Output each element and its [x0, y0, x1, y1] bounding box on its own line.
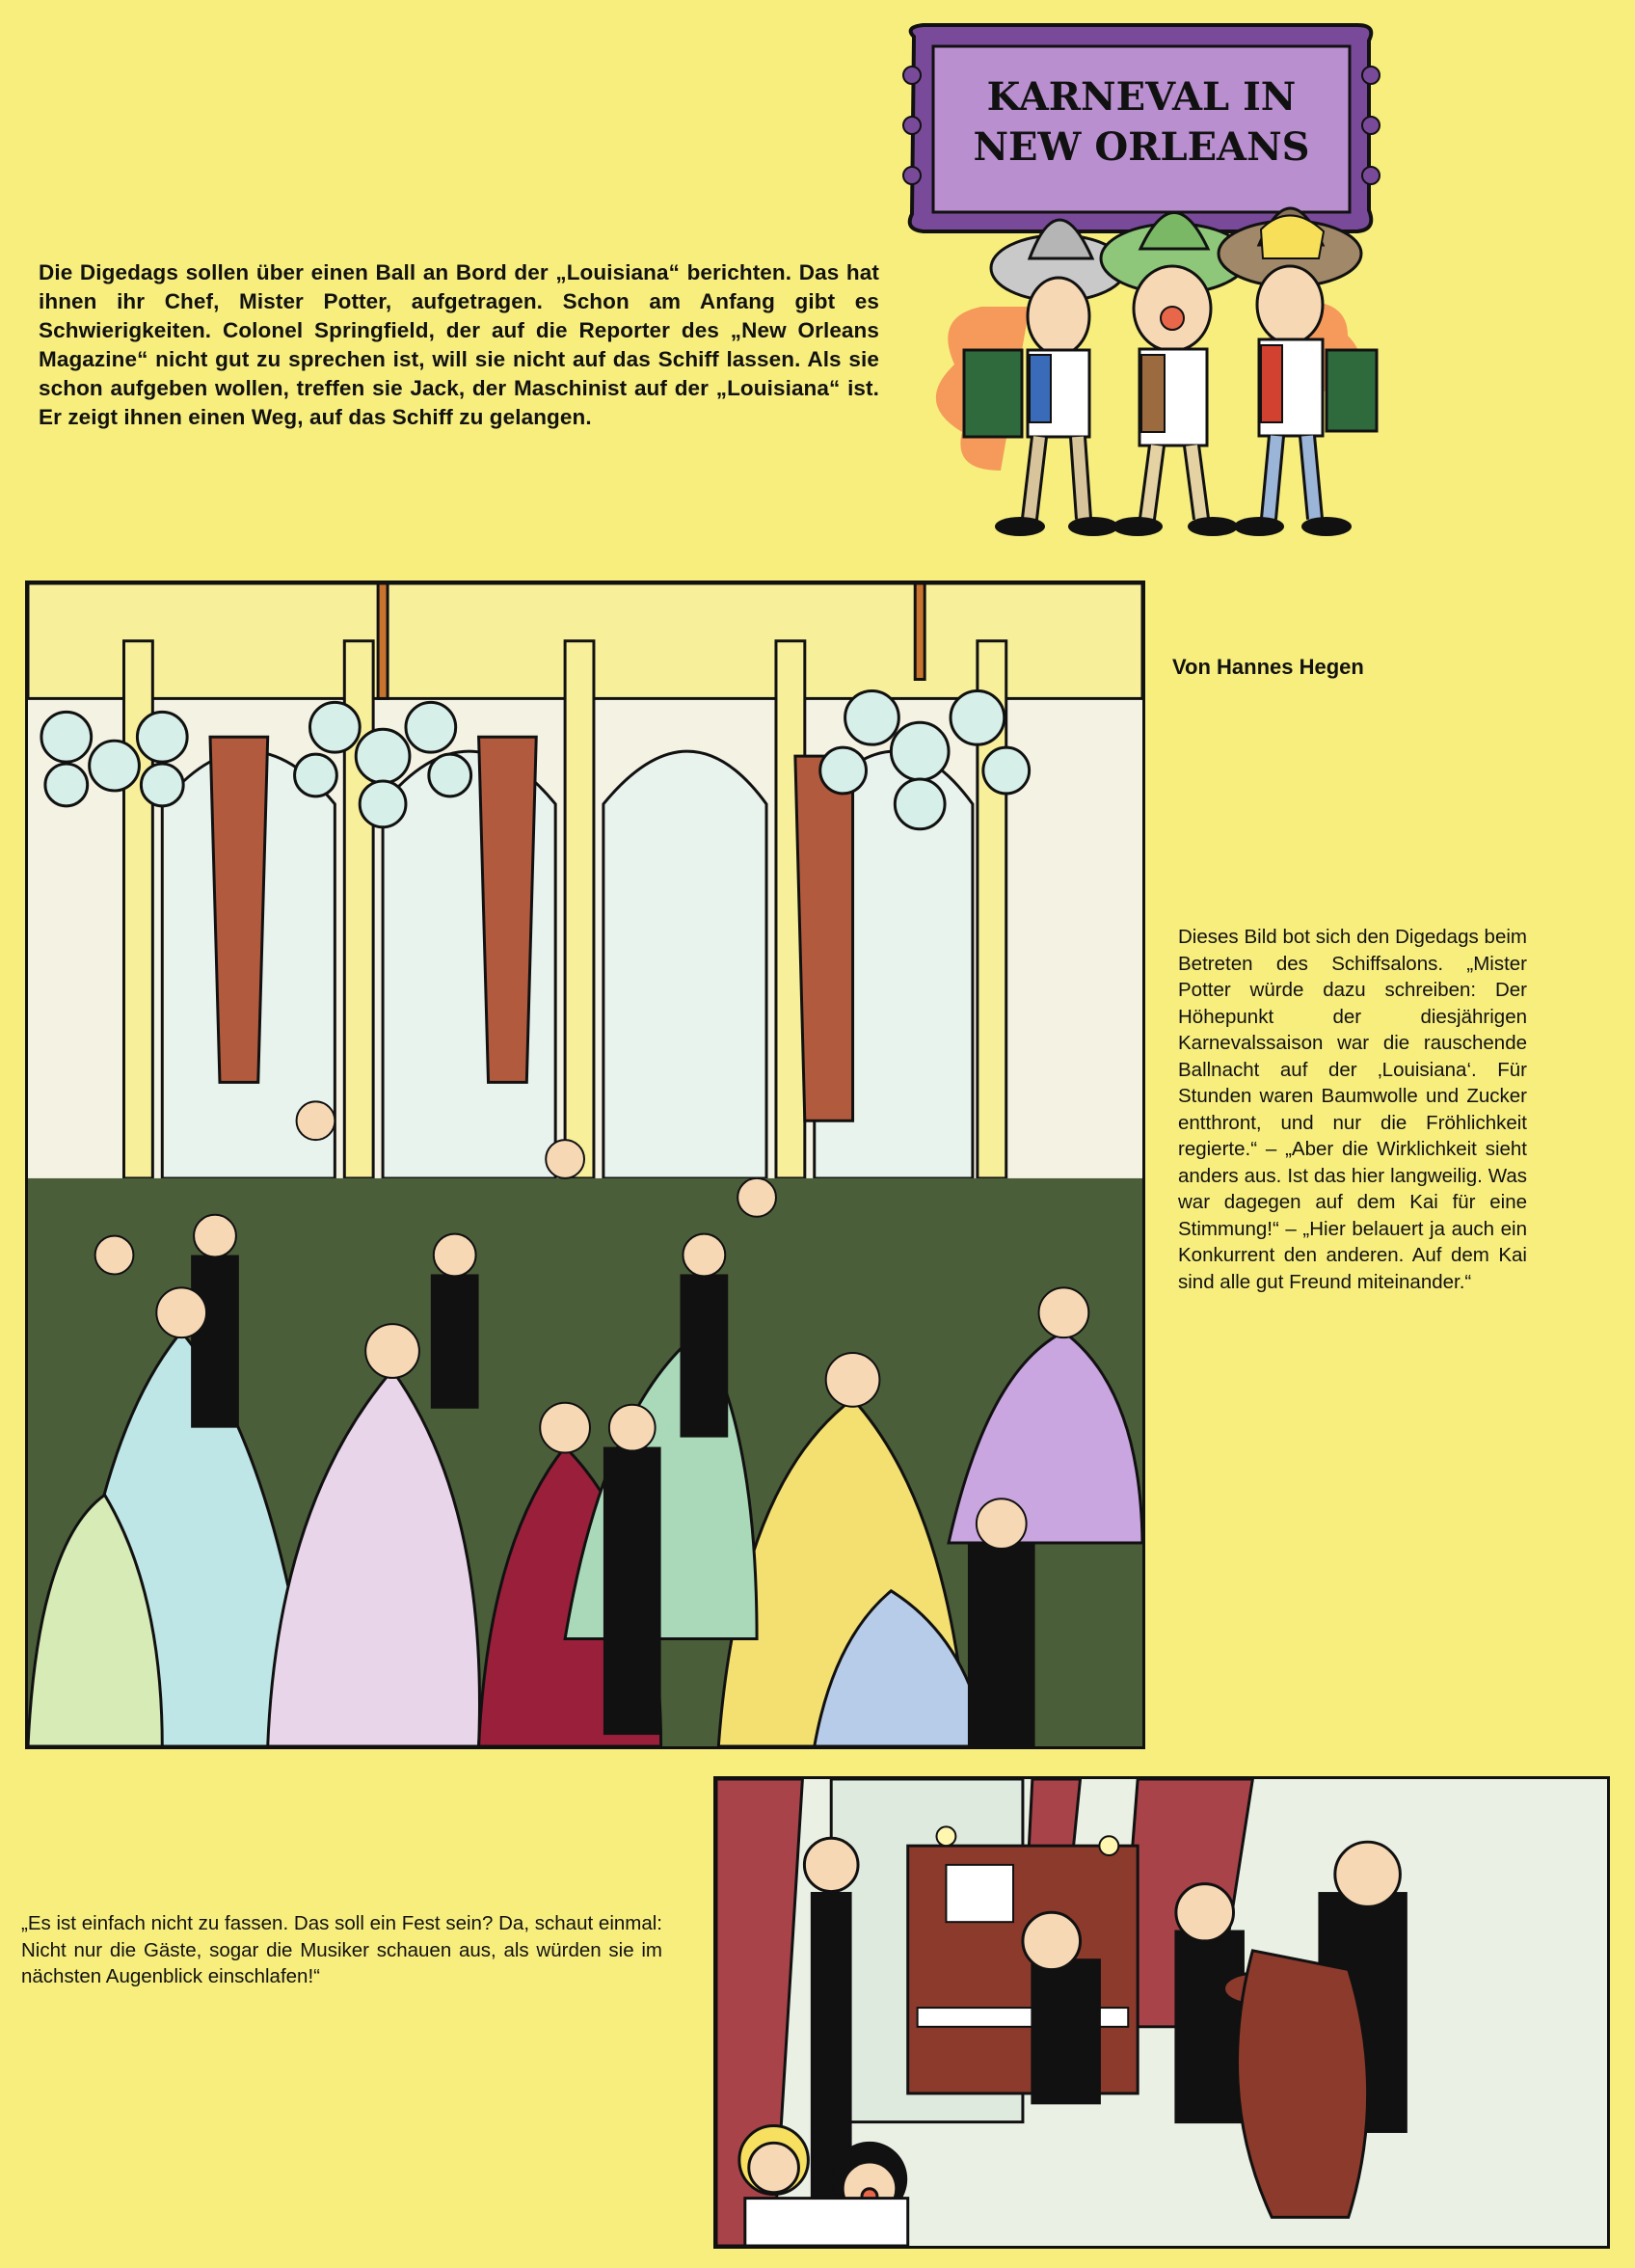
title-line-1: KARNEVAL IN	[986, 74, 1297, 120]
author-credit: Von Hannes Hegen	[1172, 655, 1364, 679]
ballroom-illustration	[25, 580, 1145, 1749]
musicians-caption: „Es ist einfach nicht zu fassen. Das soll ein Fest sein? Da, schaut einmal: Nicht nur die Gäste, sogar die Musiker schauen aus, als würden sie im nächsten Augenblick einschlafen!“	[21, 1912, 662, 1987]
intro-paragraph: Die Digedags sollen über einen Ball an Bord der „Louisiana“ berichten. Das hat ihnen ihr Chef, Mister Potter, aufgetragen. Schon am Anfang gibt es Schwierigkeiten. Colonel Springfield, der auf die Reporter des „New Orleans Magazine“ nicht gut zu sprechen ist, will sie nicht auf das Schiff lassen. Als sie schon aufgeben wollen, treffen sie Jack, der Maschinist auf der „Louisiana“ ist. Er zeigt ihnen einen Weg, auf das Schiff zu gelangen.	[39, 260, 879, 429]
musicians-illustration	[713, 1776, 1610, 2249]
side-paragraph: Dieses Bild bot sich den Digedags beim Betreten des Schiffsalons. „Mister Potter würde dazu schreiben: Der Höhepunkt der diesjährigen Karnevalssaison war die rauschende Ballnacht auf der ‚Louisiana‘. Für Stunden waren Baumwolle und Zucker entthront, und nur die Fröhlichkeit regierte.“ – „Aber die Wirklichkeit sieht anders aus. Ist das hier langweilig. Was war dagegen auf dem Kai für eine Stimmung!“ – „Hier belauert ja auch ein Konkurrent den anderen. Auf dem Kai sind alle gut Freund miteinander.“	[1178, 926, 1527, 1293]
title-line-2: NEW ORLEANS	[973, 124, 1310, 170]
title-illustration	[895, 17, 1388, 557]
